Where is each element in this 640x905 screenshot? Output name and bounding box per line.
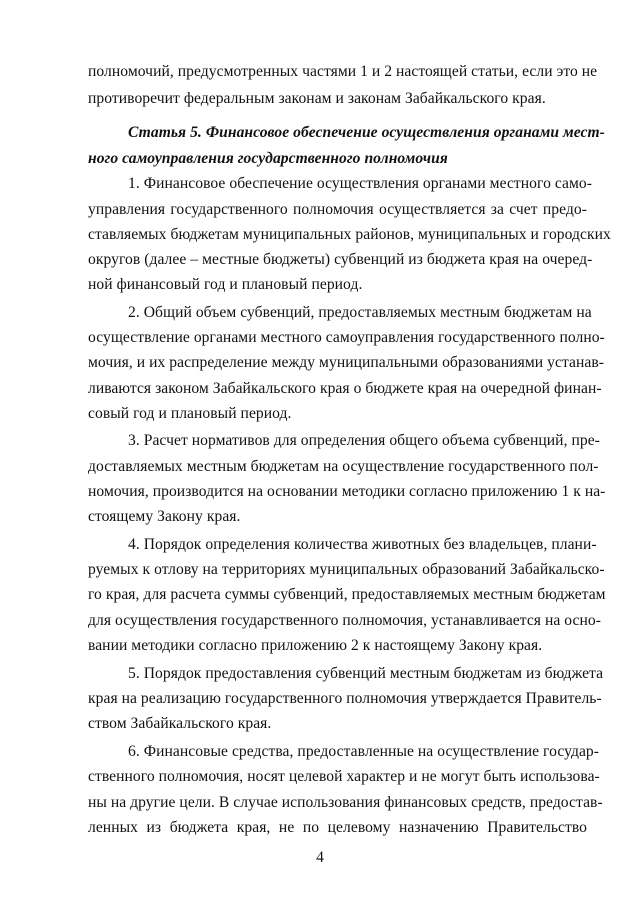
paragraph-4-line: для осуществления государственного полномочия, устанавливается на осно- bbox=[88, 612, 601, 629]
paragraph-4-line: вании методики согласно приложению 2 к настоящему Закону края. bbox=[88, 637, 543, 654]
paragraph-2-line: осуществление органами местного самоуправления государственного полно- bbox=[88, 329, 605, 346]
paragraph-5-line: ством Забайкальского края. bbox=[88, 715, 272, 732]
paragraph-2-line: мочия, и их распределение между муниципальными образованиями устанав- bbox=[88, 354, 605, 371]
paragraph-2-line: 2. Общий объем субвенций, предоставляемых местным бюджетам на bbox=[128, 304, 592, 321]
article-heading: ного самоуправления государственного полномочия bbox=[88, 150, 448, 167]
paragraph-2-line: ливаются законом Забайкальского края о бюджете края на очередной финан- bbox=[88, 380, 602, 397]
paragraph-3-line: стоящему Закону края. bbox=[88, 508, 241, 525]
paragraph-3-line: номочия, производится на основании методики согласно приложению 1 к на- bbox=[88, 483, 606, 500]
paragraph-1-line: управления государственного полномочия осуществляется за счет предо- bbox=[88, 201, 587, 218]
paragraph-6-line: ленных из бюджета края, не по целевому назначению Правительство bbox=[88, 819, 587, 836]
paragraph-6-line: ственного полномочия, носят целевой характер и не могут быть использова- bbox=[88, 768, 600, 785]
text-line: полномочий, предусмотренных частями 1 и 2 настоящей статьи, если это не bbox=[88, 63, 598, 80]
paragraph-6-line: 6. Финансовые средства, предоставленные на осуществление государ- bbox=[128, 743, 600, 760]
paragraph-1-line: ставляемых бюджетам муниципальных районов, муниципальных и городских bbox=[88, 226, 611, 243]
paragraph-1-line: 1. Финансовое обеспечение осуществления органами местного само- bbox=[128, 175, 593, 192]
paragraph-6-line: ны на другие цели. В случае использования финансовых средств, предостав- bbox=[88, 794, 603, 811]
page-number: 4 bbox=[316, 849, 324, 866]
paragraph-3-line: доставляемых местным бюджетам на осуществление государственного пол- bbox=[88, 458, 599, 475]
paragraph-1-line: ной финансовый год и плановый период. bbox=[88, 276, 363, 293]
paragraph-4-line: го края, для расчета суммы субвенций, предоставляемых местным бюджетам bbox=[88, 586, 606, 603]
paragraph-5-line: 5. Порядок предоставления субвенций местным бюджетам из бюджета bbox=[128, 665, 604, 682]
paragraph-3-line: 3. Расчет нормативов для определения общего объема субвенций, пре- bbox=[128, 432, 600, 449]
paragraph-4-line: 4. Порядок определения количества животных без владельцев, плани- bbox=[128, 536, 597, 553]
article-heading: Статья 5. Финансовое обеспечение осуществления органами мест- bbox=[128, 124, 605, 141]
paragraph-1-line: округов (далее – местные бюджеты) субвенций из бюджета края на очеред- bbox=[88, 251, 593, 268]
paragraph-5-line: края на реализацию государственного полномочия утверждается Правитель- bbox=[88, 690, 602, 707]
text-line: противоречит федеральным законам и законам Забайкальского края. bbox=[88, 90, 546, 107]
paragraph-2-line: совый год и плановый период. bbox=[88, 405, 292, 422]
paragraph-4-line: руемых к отлову на территориях муниципальных образований Забайкальско- bbox=[88, 561, 605, 578]
